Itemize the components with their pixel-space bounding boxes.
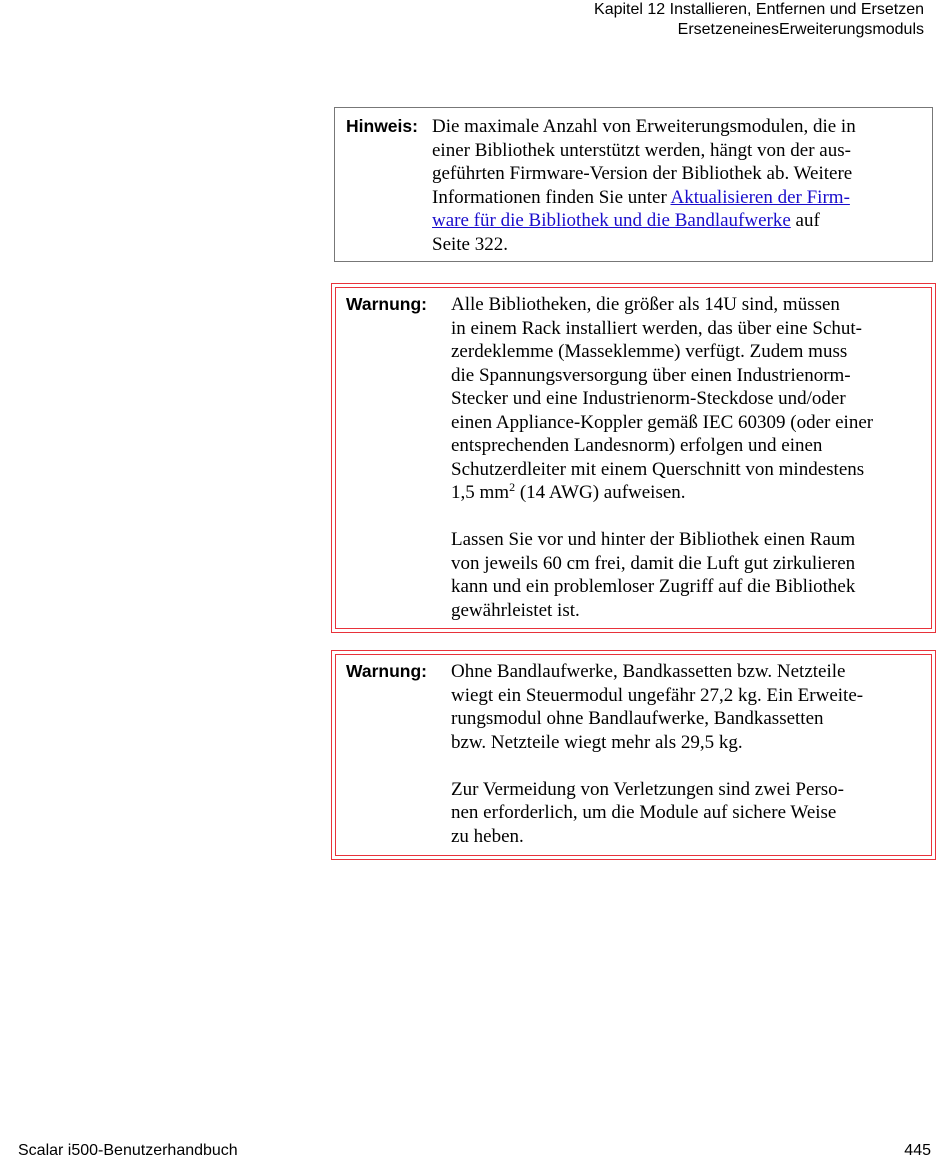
warning-line: Zur Vermeidung von Verletzungen sind zwei Perso- — [451, 778, 844, 800]
running-header-chapter: Kapitel 12 Installieren, Entfernen und Ersetzen — [594, 1, 924, 18]
warning-line: Lassen Sie vor und hinter der Bibliothek einen Raum — [451, 529, 856, 550]
note-line — [432, 209, 856, 233]
warning-label: Warnung: — [346, 294, 427, 314]
warning-line: Alle Bibliotheken, die größer als 14U sind, müssen — [451, 294, 840, 315]
note-line: geführten Firmware-Version der Bibliothek ab. Weitere — [432, 163, 853, 184]
warning-line: die Spannungsversorgung über einen Industrienorm- — [451, 364, 851, 386]
warning-line: zerdeklemme (Masseklemme) verfügt. Zudem muss — [451, 341, 848, 362]
warning-line: einen Appliance-Koppler gemäß IEC 60309 (oder einer — [451, 411, 874, 433]
firmware-update-link[interactable]: Aktualisieren der Firm- — [670, 186, 850, 208]
note-after-link: auf — [790, 210, 820, 231]
footer-title: Scalar i500-Benutzerhandbuch — [18, 1142, 238, 1159]
note-text — [432, 115, 856, 256]
note-label: Hinweis: — [346, 116, 418, 136]
warning-box-weight — [331, 650, 936, 860]
warning-line: rungsmodul ohne Bandlaufwerke, Bandkassetten — [451, 708, 824, 729]
warning-line: Stecker und eine Industrienorm-Steckdose und/oder — [451, 388, 846, 409]
warning-line: in einem Rack installiert werden, das über eine Schut- — [451, 317, 863, 339]
note-line — [432, 186, 856, 210]
warning-text — [451, 660, 863, 848]
running-header-section: ErsetzeneinesErweiterungsmoduls — [677, 21, 924, 38]
warning-line: wiegt ein Steuermodul ungefähr 27,2 kg. Ein Erweite- — [451, 684, 864, 706]
awg-text: (14 AWG) aufweisen. — [515, 482, 686, 503]
page-number: 445 — [904, 1142, 931, 1159]
note-box — [334, 107, 933, 262]
warning-line: entsprechenden Landesnorm) erfolgen und einen — [451, 435, 823, 456]
warning-text — [451, 293, 873, 622]
superscript: 2 — [509, 480, 516, 494]
warning-line: nen erforderlich, um die Module auf sichere Weise — [451, 802, 837, 823]
warning-label: Warnung: — [346, 661, 427, 681]
warning-line: bzw. Netzteile wiegt mehr als 29,5 kg. — [451, 731, 743, 753]
note-line: Seite 322. — [432, 233, 508, 255]
note-line: Die maximale Anzahl von Erweiterungsmodulen, die in — [432, 116, 856, 137]
warning-line: gewährleistet ist. — [451, 599, 580, 621]
note-line: einer Bibliothek unterstützt werden, hängt von der aus- — [432, 139, 851, 161]
warning-line: Schutzerdleiter mit einem Querschnitt von mindestens — [451, 458, 865, 480]
warning-line: kann und ein problemloser Zugriff auf die Bibliothek — [451, 576, 856, 597]
firmware-update-link-cont[interactable]: ware für die Bibliothek und die Bandlaufwerke — [432, 210, 791, 231]
cross-section-value: 1,5 mm — [451, 482, 510, 503]
warning-line: Ohne Bandlaufwerke, Bandkassetten bzw. Netzteile — [451, 661, 846, 682]
warning-line: von jeweils 60 cm frei, damit die Luft gut zirkulieren — [451, 552, 856, 574]
warning-line: zu heben. — [451, 825, 524, 847]
warning-box-rack — [331, 283, 936, 633]
warning-line — [451, 481, 873, 505]
note-line-text: Informationen finden Sie unter — [432, 186, 671, 208]
